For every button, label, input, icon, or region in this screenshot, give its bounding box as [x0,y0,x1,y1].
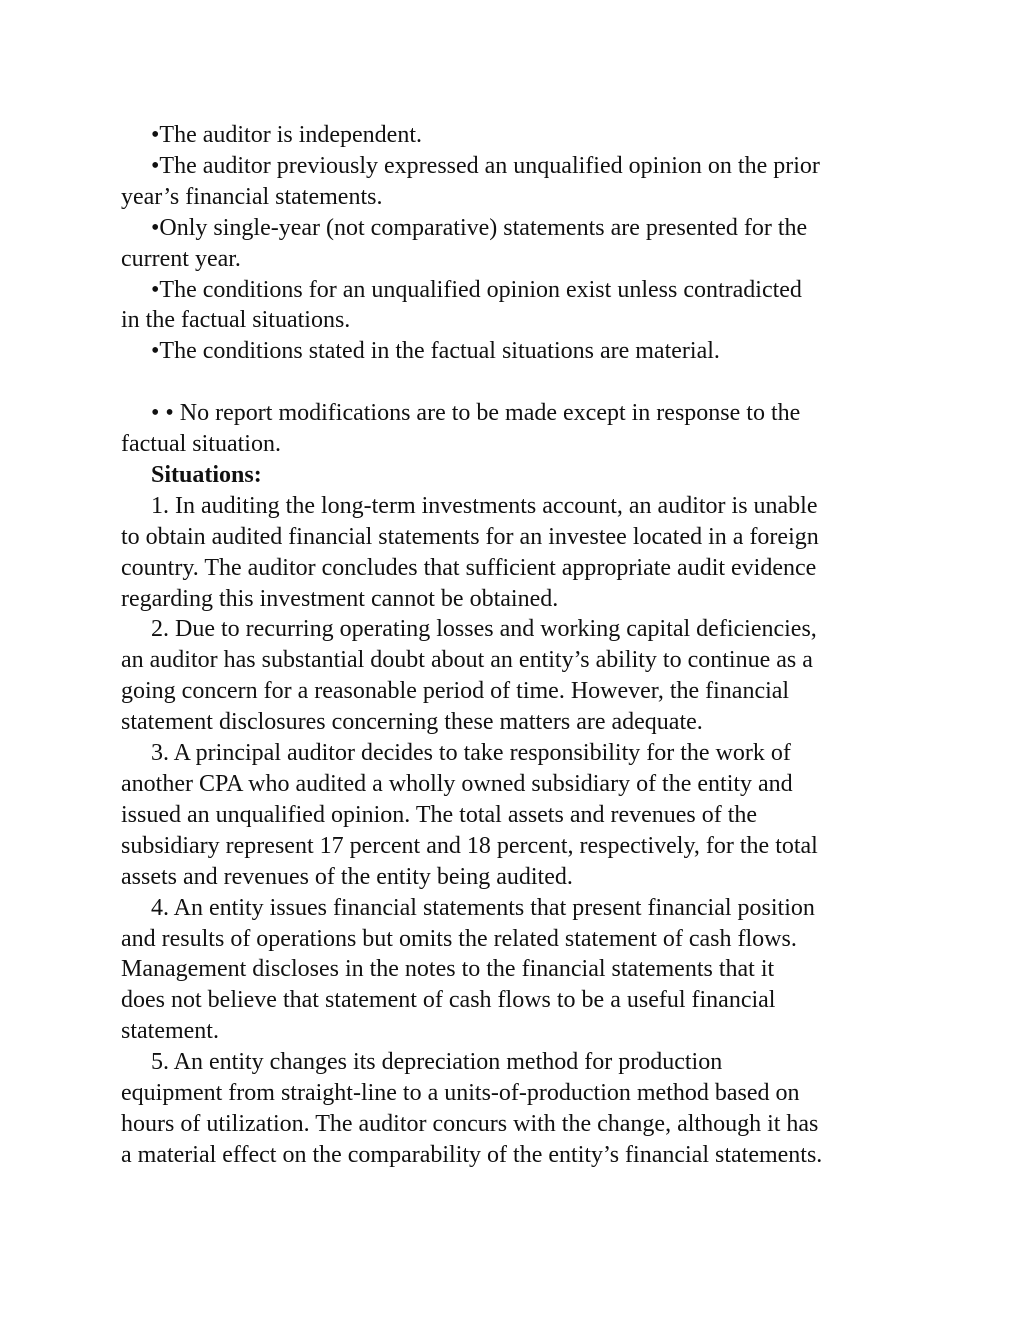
text-line: •The auditor previously expressed an unqualified opinion on the prior [151,152,820,179]
situation-item [121,614,921,738]
text-line: • • No report modifications are to be made except in response to the [151,400,801,427]
text-line: factual situation. [121,431,281,458]
text-line: does not believe that statement of cash flows to be a useful financial [121,987,776,1014]
text-line: country. The auditor concludes that sufficient appropriate audit evidence [121,554,817,581]
text-line: hours of utilization. The auditor concurs with the change, although it has [121,1110,819,1137]
assumption-item [121,336,921,367]
text-line: year’s financial statements. [121,183,383,210]
text-line: assets and revenues of the entity being audited. [121,863,573,890]
situations-list [121,491,921,1171]
text-line: statement. [121,1018,219,1045]
text-line: •Only single-year (not comparative) statements are presented for the [151,214,808,241]
text-line: to obtain audited financial statements for an investee located in a foreign [121,523,819,550]
report-modification-note [121,398,921,460]
situation-item [121,893,921,1048]
text-line: 2. Due to recurring operating losses and working capital deficiencies, [151,616,817,643]
assumption-item [121,120,921,151]
text-line: and results of operations but omits the related statement of cash flows. [121,925,797,952]
document-page [121,120,921,1171]
blank-line [121,367,921,398]
text-line: 4. An entity issues financial statements that present financial position [151,894,815,921]
assumption-item [121,275,921,337]
text-line: regarding this investment cannot be obtained. [121,585,559,612]
text-line: •The auditor is independent. [151,122,422,148]
assumption-item [121,213,921,275]
text-line: issued an unqualified opinion. The total assets and revenues of the [121,801,758,828]
text-line: 1. In auditing the long-term investments account, an auditor is unable [151,492,818,519]
text-line: 5. An entity changes its depreciation method for production [151,1049,723,1076]
text-line: statement disclosures concerning these matters are adequate. [121,709,703,736]
situation-item [121,1047,921,1171]
text-line: 3. A principal auditor decides to take responsibility for the work of [151,740,791,767]
text-line: Management discloses in the notes to the financial statements that it [121,956,775,983]
text-line: another CPA who audited a wholly owned subsidiary of the entity and [121,771,793,798]
text-line: •The conditions for an unqualified opinion exist unless contradicted [151,276,802,303]
assumption-item [121,151,921,213]
text-line: current year. [121,245,241,272]
text-line: going concern for a reasonable period of time. However, the financial [121,678,790,705]
situations-heading: Situations: [151,461,262,488]
text-line: subsidiary represent 17 percent and 18 percent, respectively, for the total [121,832,818,859]
assumptions-list [121,120,921,367]
situation-item [121,738,921,893]
text-line: in the factual situations. [121,307,351,334]
text-line: equipment from straight-line to a units-of-production method based on [121,1080,800,1107]
situation-item [121,491,921,615]
text-line: a material effect on the comparability of the entity’s financial statements. [121,1141,823,1168]
text-line: •The conditions stated in the factual situations are material. [151,338,720,365]
text-line: an auditor has substantial doubt about an entity’s ability to continue as a [121,647,813,674]
